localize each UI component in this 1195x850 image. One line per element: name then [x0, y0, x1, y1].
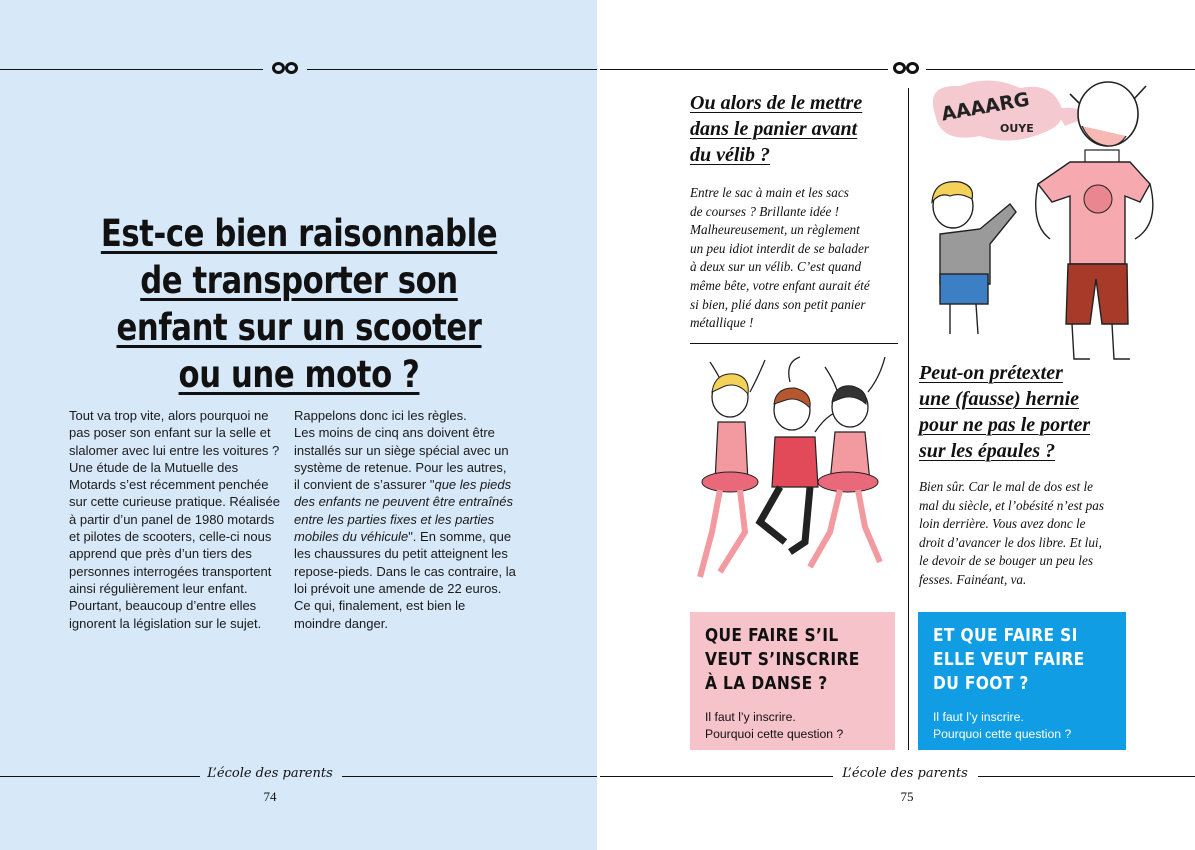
- speech-ouye: OUYE: [1000, 122, 1034, 135]
- footer-rule-right: [342, 776, 597, 777]
- question-hernie-title: Peut-on prétexter une (fausse) hernie pour ne pas le porter sur les épaules ?: [919, 362, 1091, 462]
- kid-and-dad-illustration: [920, 74, 1170, 364]
- football-box: [918, 612, 1126, 750]
- dance-box-title: QUE FAIRE S’IL VEUT S’INSCRIRE À LA DANSE ?: [705, 625, 860, 694]
- header-rule-left-r: [600, 69, 888, 70]
- magazine-logo-icon-r: [893, 62, 923, 76]
- article-title: Est-ce bien raisonnable de transporter son enfant sur un scooter ou une moto ?: [100, 212, 498, 396]
- article-column-1: Tout va trop vite, alors pourquoi ne pas poser son enfant sur la selle et slalomer avec lui entre les voitures ? Une étude de la Mutuelle des Motards s’est récemment penchée sur cette curieuse pratique. Réalisée à partir d’un panel de 1980 motards et pilotes de scooters, celle-ci nous apprend que près d’un tiers des personnes interrogées transportent ainsi régulièrement leur enfant. Pourtant, beaucoup d’entre elles ignorent la législation sur le sujet.: [69, 408, 281, 631]
- question-velib-text: Entre le sac à main et les sacs de courses ? Brillante idée ! Malheureusement, un règlement un peu idiot interdit de se balader à deux sur un vélib. C’est quand même bête, votre enfant aurait été si bien, plié dans son petit panier métallique !: [690, 185, 870, 331]
- dance-box: [690, 612, 895, 750]
- left-page: [0, 0, 597, 850]
- page-number: 74: [263, 789, 277, 804]
- header-rule-right: [307, 69, 597, 70]
- article-column-2: Rappelons donc ici les règles. Les moins de cinq ans doivent être installés sur un siège spécial avec un système de retenue. Pour les autres, il convient de s’assurer "que les pieds des enfants ne peuvent être entraînés entre les parties fixes et les parties mobiles du véhicule". En somme, que les chaussures du petit atteignent les repose-pieds. Dans le cas contraire, la loi prévoit une amende de 22 euros. Ce qui, finalement, est bien le moindre danger.: [294, 408, 516, 631]
- football-box-text: Il faut l’y inscrire. Pourquoi cette question ?: [933, 710, 1072, 741]
- footer-rule-left: [0, 776, 200, 777]
- question-velib-title: Ou alors de le mettre dans le panier avant du vélib ?: [690, 92, 863, 166]
- question-hernie-text: Bien sûr. Car le mal de dos est le mal du siècle, et l’obésité n’est pas loin derrière. Vous avez donc le droit d’avancer le dos libre. Et lui, le devoir de se bouger un peu les fesses. Fainéant, va.: [919, 479, 1104, 587]
- footer-magazine-name-r: L’école des parents: [842, 766, 968, 781]
- page-number-r: 75: [900, 789, 914, 804]
- dancers-illustration: [690, 352, 900, 592]
- footer-rule-right-r: [978, 776, 1195, 777]
- header-rule-right-r: [926, 69, 1195, 70]
- section-rule: [690, 343, 898, 344]
- law-quote: que les pieds des enfants ne peuvent être entraînés entre les parties fixes et les parties mobiles du véhicule: [294, 477, 513, 545]
- footer-rule-left-r: [600, 776, 833, 777]
- magazine-logo-icon: [272, 62, 302, 76]
- header-rule-left: [0, 69, 263, 70]
- football-box-title: ET QUE FAIRE SI ELLE VEUT FAIRE DU FOOT ?: [933, 625, 1085, 694]
- speech-aaaarg: AAAARG: [939, 88, 1032, 126]
- dance-box-text: Il faut l’y inscrire. Pourquoi cette question ?: [705, 710, 844, 741]
- footer-magazine-name: L’école des parents: [207, 766, 333, 781]
- column-divider: [908, 88, 909, 750]
